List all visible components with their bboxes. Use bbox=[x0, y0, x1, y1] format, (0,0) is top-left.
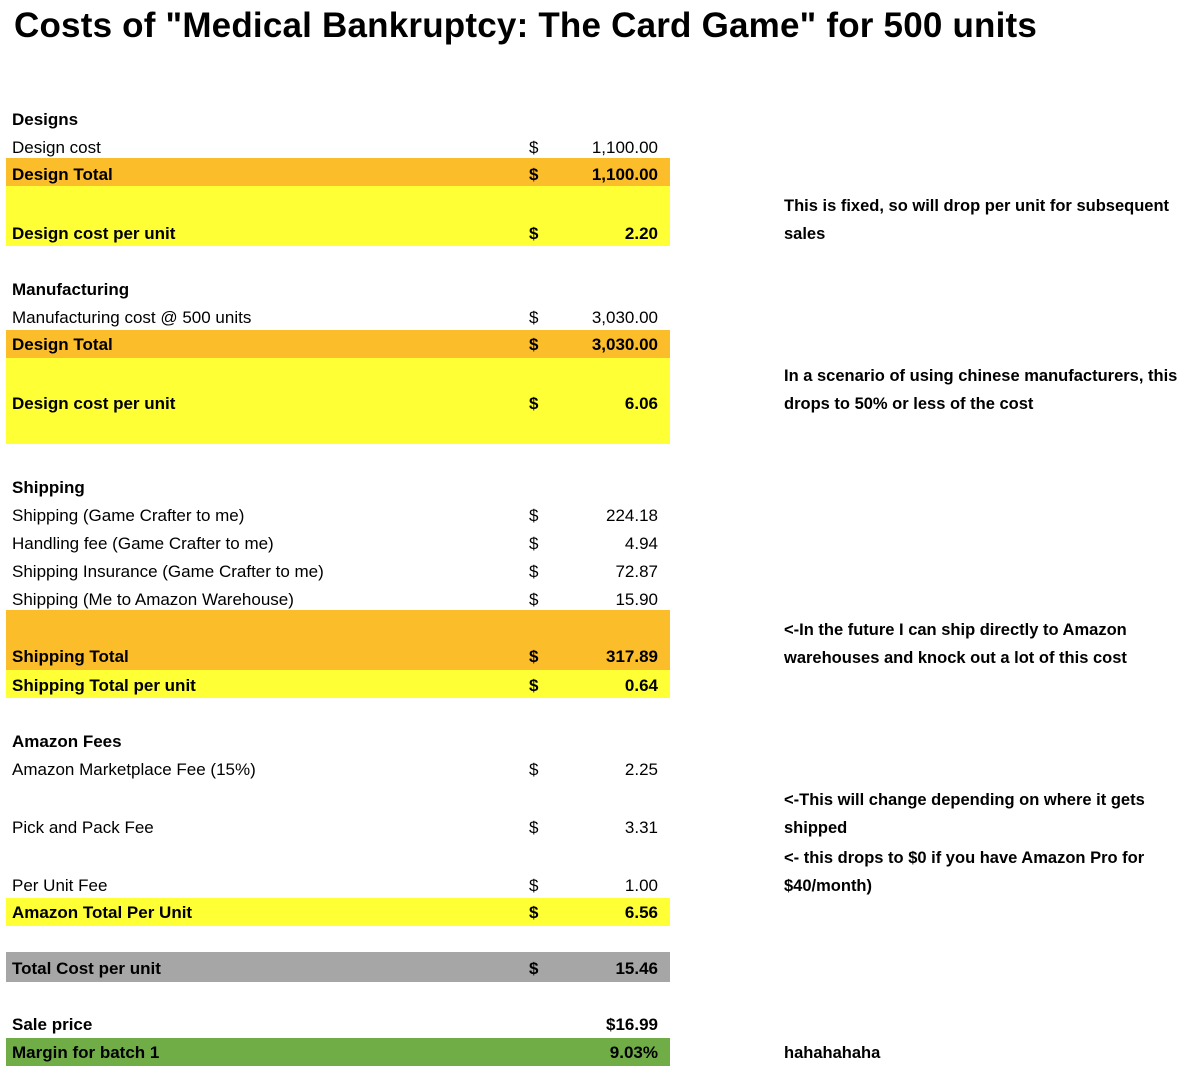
designs-heading-row bbox=[0, 106, 1194, 134]
design-per-unit-amount: 2.20 bbox=[624, 224, 658, 243]
manufacturing-total-label: Design Total bbox=[12, 335, 113, 354]
shipping-item-label: Shipping (Game Crafter to me) bbox=[12, 506, 245, 525]
currency-symbol: $ bbox=[529, 335, 539, 354]
manufacturing-cost-amount: 3,030.00 bbox=[591, 308, 658, 327]
shipping-item-amount: 72.87 bbox=[615, 562, 658, 581]
amazon-marketplace-fee-label: Amazon Marketplace Fee (15%) bbox=[12, 760, 256, 779]
manufacturing-per-unit-amount: 6.06 bbox=[624, 394, 658, 413]
manufacturing-heading-row bbox=[0, 276, 1194, 304]
amazon-total-amount: 6.56 bbox=[624, 903, 658, 922]
shipping-item-label: Shipping Insurance (Game Crafter to me) bbox=[12, 562, 324, 581]
margin-note: hahahahaha bbox=[784, 1044, 881, 1062]
shipping-note: <-In the future I can ship directly to Amazon warehouses and knock out a lot of this cost bbox=[784, 621, 1127, 667]
shipping-item-row bbox=[0, 558, 1194, 586]
amazon-pick-pack-fee-amount: 3.31 bbox=[624, 818, 658, 837]
shipping-item-label: Shipping (Me to Amazon Warehouse) bbox=[12, 590, 294, 609]
amazon-heading: Amazon Fees bbox=[12, 732, 122, 751]
margin-label: Margin for batch 1 bbox=[12, 1043, 160, 1062]
amazon-heading-row bbox=[0, 728, 1194, 756]
shipping-per-unit-label: Shipping Total per unit bbox=[12, 676, 196, 695]
shipping-total-amount: 317.89 bbox=[606, 647, 658, 666]
total-cost-label: Total Cost per unit bbox=[12, 959, 161, 978]
currency-symbol: $ bbox=[529, 534, 539, 553]
currency-symbol: $ bbox=[529, 959, 539, 978]
amazon-total-label: Amazon Total Per Unit bbox=[12, 903, 193, 922]
total-cost-amount: 15.46 bbox=[615, 959, 658, 978]
design-cost-label: Design cost bbox=[12, 138, 101, 157]
sale-price-label: Sale price bbox=[12, 1015, 93, 1034]
manufacturing-cost-row bbox=[0, 304, 1194, 332]
currency-symbol: $ bbox=[529, 590, 539, 609]
currency-symbol: $ bbox=[529, 562, 539, 581]
shipping-item-row bbox=[0, 586, 1194, 614]
page-title: Costs of "Medical Bankruptcy: The Card Game" for 500 units bbox=[14, 6, 1038, 45]
design-per-unit-label: Design cost per unit bbox=[12, 224, 176, 243]
currency-symbol: $ bbox=[529, 506, 539, 525]
currency-symbol: $ bbox=[529, 676, 539, 695]
currency-symbol: $ bbox=[529, 647, 539, 666]
amazon-total-row bbox=[0, 899, 1194, 927]
sale-price-amount: $16.99 bbox=[606, 1015, 658, 1034]
shipping-per-unit-row bbox=[0, 672, 1194, 700]
total-cost-row bbox=[0, 955, 1194, 983]
manufacturing-per-unit-label: Design cost per unit bbox=[12, 394, 176, 413]
currency-symbol: $ bbox=[529, 818, 539, 837]
shipping-item-amount: 4.94 bbox=[624, 534, 658, 553]
shipping-item-label: Handling fee (Game Crafter to me) bbox=[12, 534, 274, 553]
shipping-item-row bbox=[0, 502, 1194, 530]
manufacturing-total-row bbox=[0, 331, 1194, 359]
manufacturing-note: In a scenario of using chinese manufacturers, this drops to 50% or less of the cost bbox=[784, 367, 1178, 413]
design-cost-amount: 1,100.00 bbox=[591, 138, 658, 157]
currency-symbol: $ bbox=[529, 903, 539, 922]
manufacturing-cost-label: Manufacturing cost @ 500 units bbox=[12, 308, 252, 327]
currency-symbol: $ bbox=[529, 138, 539, 157]
manufacturing-heading: Manufacturing bbox=[12, 280, 130, 299]
shipping-per-unit-amount: 0.64 bbox=[624, 676, 658, 695]
design-note: This is fixed, so will drop per unit for subsequent sales bbox=[784, 197, 1170, 243]
design-cost-row bbox=[0, 134, 1194, 162]
amazon-per-unit-fee-amount: 1.00 bbox=[624, 876, 658, 895]
amazon-marketplace-fee-row bbox=[0, 756, 1194, 784]
amazon-marketplace-fee-amount: 2.25 bbox=[624, 760, 658, 779]
currency-symbol: $ bbox=[529, 760, 539, 779]
shipping-item-row bbox=[0, 530, 1194, 558]
shipping-heading: Shipping bbox=[12, 478, 85, 497]
shipping-item-amount: 15.90 bbox=[615, 590, 658, 609]
amazon-pick-pack-fee-label: Pick and Pack Fee bbox=[12, 818, 154, 837]
designs-heading: Designs bbox=[12, 110, 79, 129]
design-total-label: Design Total bbox=[12, 165, 113, 184]
amazon-per-unit-note: <- this drops to $0 if you have Amazon Pro for $40/month) bbox=[784, 849, 1145, 895]
currency-symbol: $ bbox=[529, 394, 539, 413]
currency-symbol: $ bbox=[529, 165, 539, 184]
shipping-item-amount: 224.18 bbox=[606, 506, 658, 525]
margin-amount: 9.03% bbox=[609, 1043, 658, 1062]
amazon-per-unit-fee-label: Per Unit Fee bbox=[12, 876, 108, 895]
design-total-amount: 1,100.00 bbox=[591, 165, 658, 184]
currency-symbol: $ bbox=[529, 224, 539, 243]
currency-symbol: $ bbox=[529, 876, 539, 895]
currency-symbol: $ bbox=[529, 308, 539, 327]
manufacturing-total-amount: 3,030.00 bbox=[591, 335, 658, 354]
amazon-pick-pack-note: <-This will change depending on where it gets shipped bbox=[784, 791, 1145, 837]
design-total-row bbox=[0, 161, 1194, 189]
sale-price-row bbox=[0, 1011, 1194, 1039]
shipping-total-label: Shipping Total bbox=[12, 647, 129, 666]
shipping-heading-row bbox=[0, 474, 1194, 502]
